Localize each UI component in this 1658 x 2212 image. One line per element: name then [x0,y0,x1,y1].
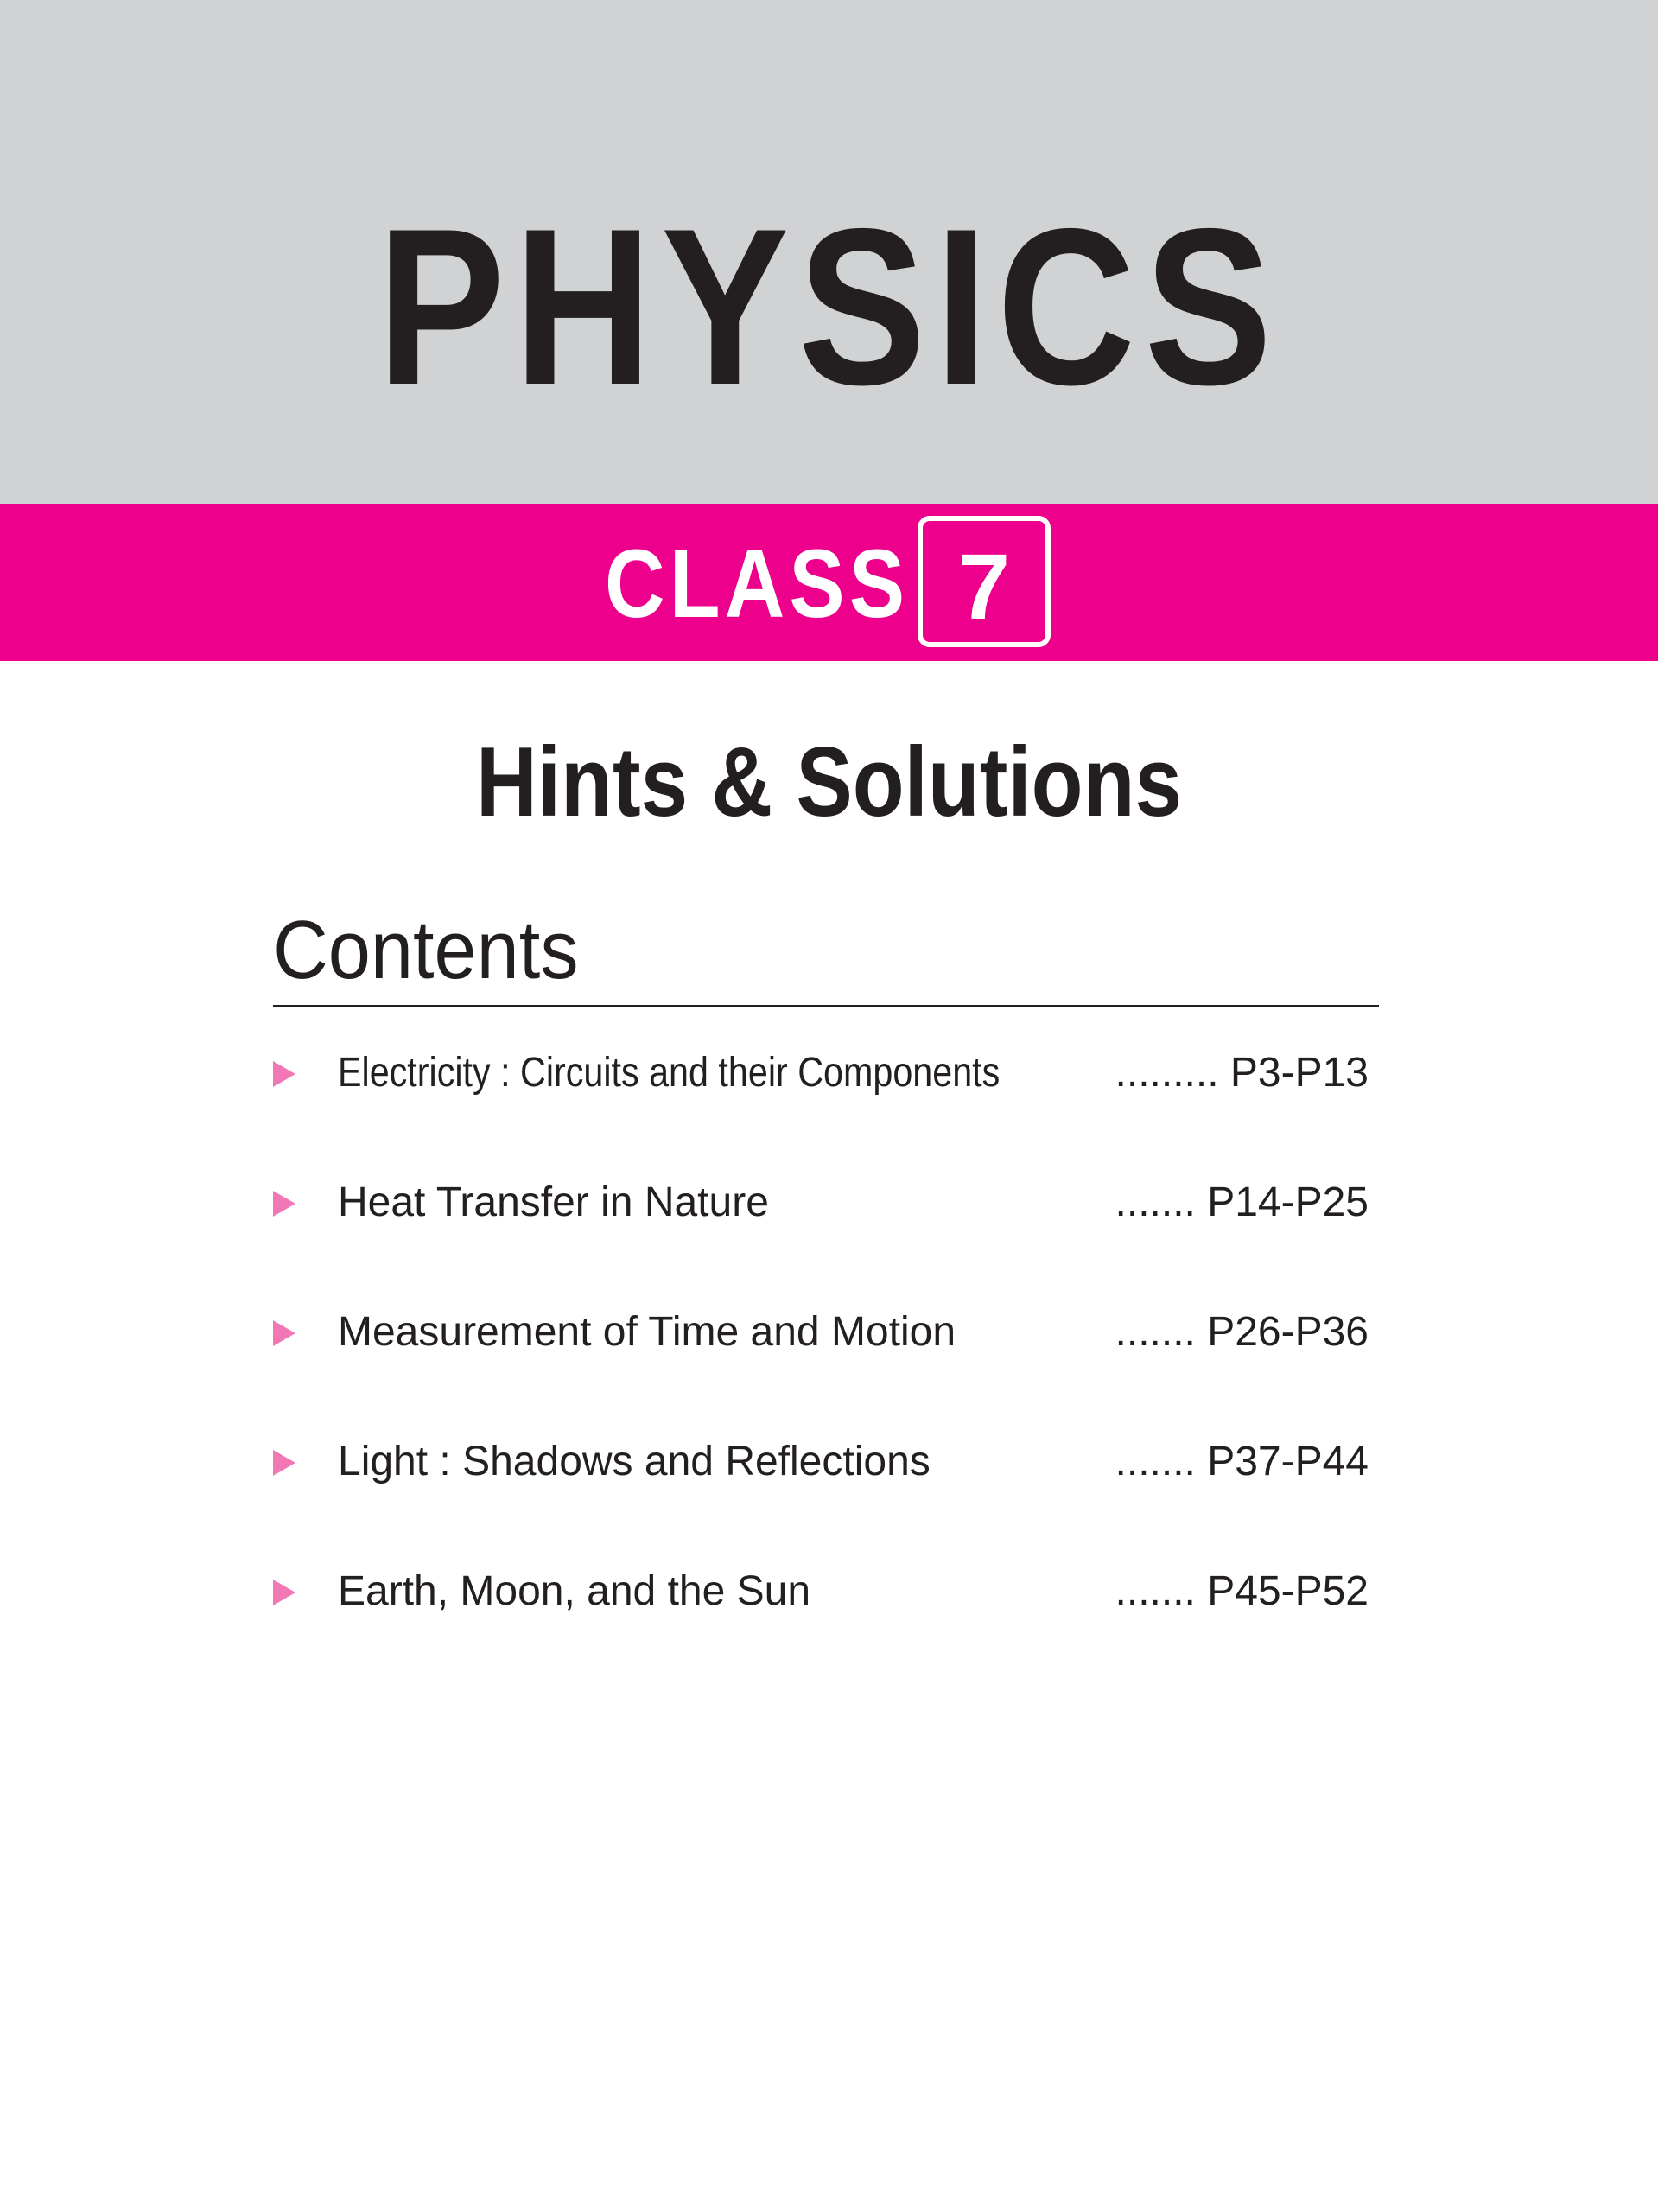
toc-item-electricity[interactable] [273,1046,1379,1175]
toc-item-pages: ....... P26-P36 [1115,1309,1369,1355]
toc-item-light[interactable] [273,1434,1379,1564]
toc-item-pages: ......... P3-P13 [1115,1050,1369,1096]
toc-item-title: Measurement of Time and Motion [338,1309,956,1355]
toc-item-title: Heat Transfer in Nature [338,1179,769,1225]
triangle-bullet-icon [273,1191,295,1217]
toc-item-title: Earth, Moon, and the Sun [338,1568,811,1614]
triangle-bullet-icon [273,1061,295,1087]
triangle-bullet-icon [273,1580,295,1605]
toc-item-pages: ....... P45-P52 [1115,1568,1369,1614]
toc-item-pages: ....... P37-P44 [1115,1439,1369,1484]
toc-item-title: Light : Shadows and Reflections [338,1439,931,1484]
class-number: 7 [957,534,1011,639]
toc-item-measurement[interactable] [273,1305,1379,1434]
contents-title: Contents [273,904,579,996]
toc-item-pages: ....... P14-P25 [1115,1179,1369,1225]
triangle-bullet-icon [273,1320,295,1346]
section-heading: Hints & Solutions [476,728,1182,837]
toc-item-heat-transfer[interactable] [273,1175,1379,1305]
triangle-bullet-icon [273,1450,295,1476]
subject-title: PHYSICS [377,181,1281,431]
contents-divider [273,1005,1379,1007]
toc-item-title: Electricity : Circuits and their Components [338,1050,1001,1096]
toc-item-earth-moon-sun[interactable] [273,1564,1379,1694]
table-of-contents [273,1046,1379,1694]
class-label: CLASS [605,530,910,638]
class-number-box [918,516,1051,647]
